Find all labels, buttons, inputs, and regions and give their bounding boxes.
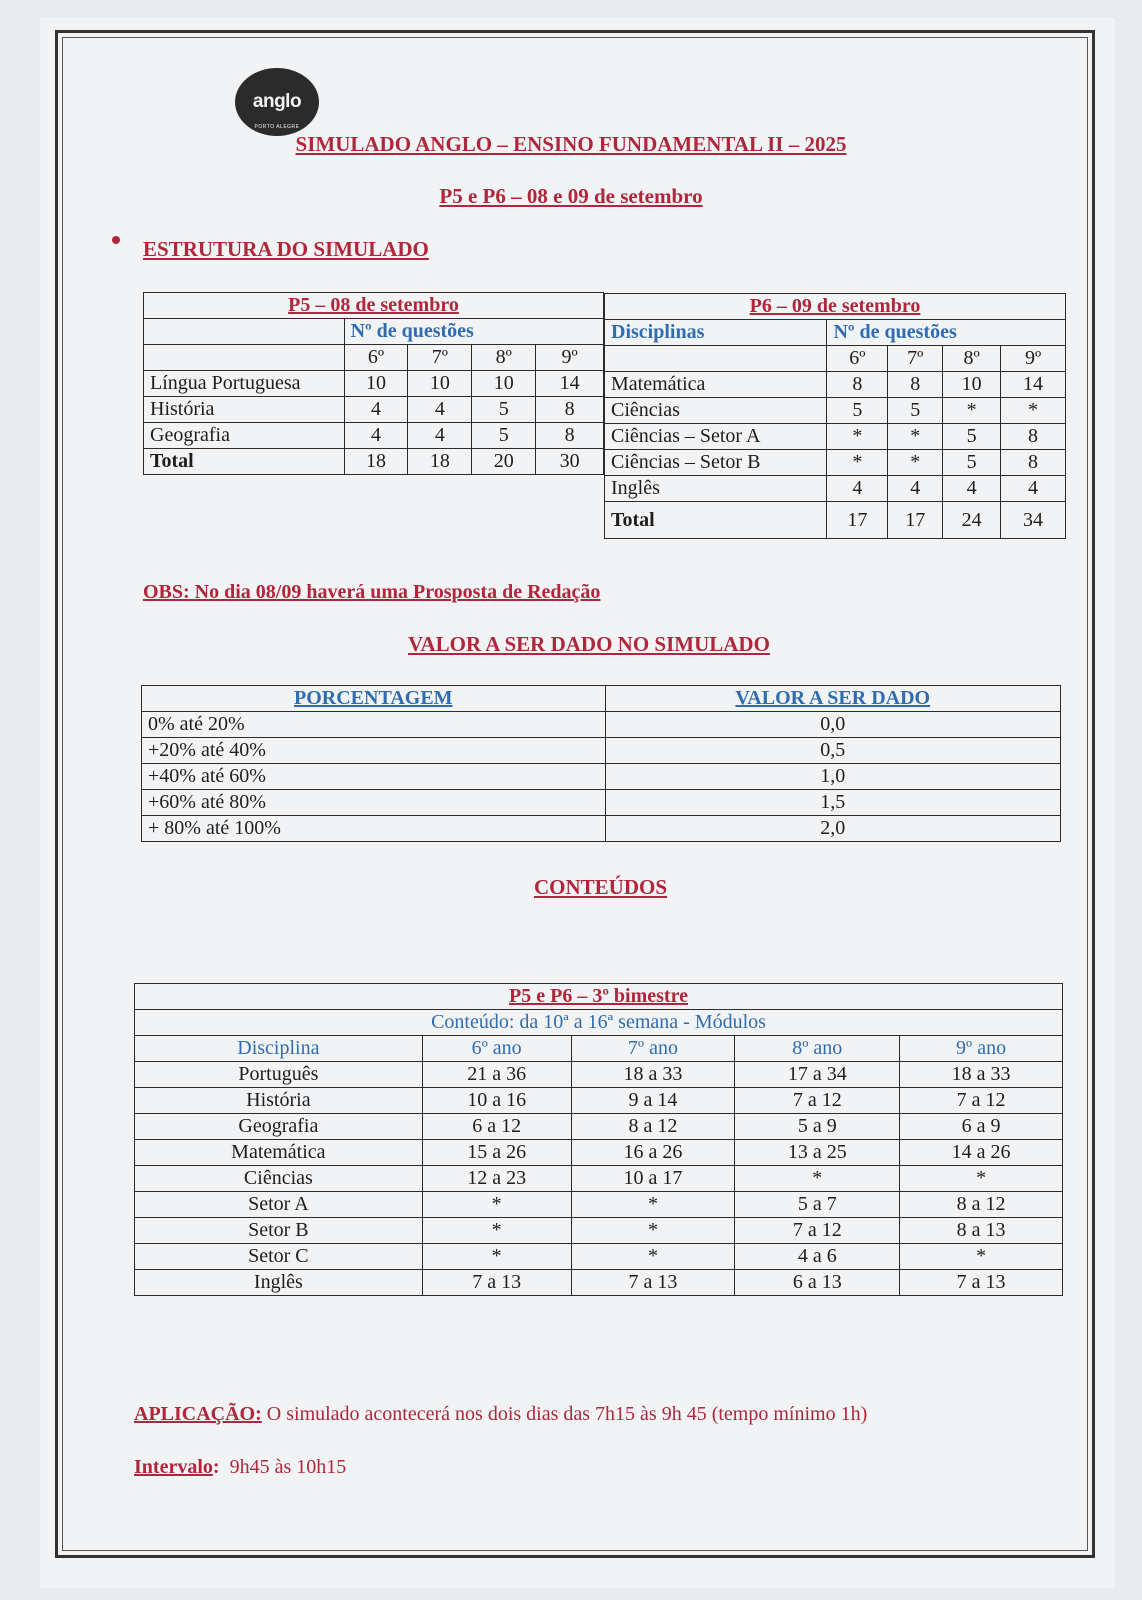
grade-header: 8º (472, 345, 536, 371)
percentage-header: PORCENTAGEM (142, 686, 606, 712)
module-cell: 18 a 33 (571, 1062, 735, 1088)
contents-table (134, 983, 1063, 1296)
value-cell: 4 (408, 397, 472, 423)
value-cell: 8 (536, 423, 604, 449)
discipline-cell: Inglês (135, 1270, 423, 1296)
table-row (142, 790, 1061, 816)
section-value-heading: VALOR A SER DADO NO SIMULADO (408, 632, 770, 656)
module-cell: 9 a 14 (571, 1088, 735, 1114)
value-cell: 17 (827, 502, 888, 539)
value-cell: 8 (1001, 424, 1066, 450)
table-row-total (605, 502, 1066, 539)
grade-header: 9º ano (900, 1036, 1063, 1062)
value-cell: * (943, 398, 1001, 424)
value-cell: 4 (344, 397, 408, 423)
table-row (144, 423, 604, 449)
discipline-cell: Matemática (135, 1140, 423, 1166)
value-cell: 1,5 (605, 790, 1060, 816)
subject-cell: Geografia (144, 423, 345, 449)
table-row (144, 371, 604, 397)
value-header: VALOR A SER DADO (605, 686, 1060, 712)
module-cell: 5 a 9 (735, 1114, 900, 1140)
value-cell: 18 (344, 449, 408, 475)
p6-title: P6 – 09 de setembro (605, 294, 1066, 320)
module-cell: * (900, 1166, 1063, 1192)
grade-header: 7º (888, 346, 943, 372)
table-row (605, 424, 1066, 450)
value-cell: 4 (827, 476, 888, 502)
module-cell: * (422, 1218, 571, 1244)
value-cell: 0,5 (605, 738, 1060, 764)
percentage-cell: + 80% até 100% (142, 816, 606, 842)
section-structure-heading: ESTRUTURA DO SIMULADO (143, 237, 429, 261)
p6-disciplines-header: Disciplinas (605, 320, 827, 346)
module-cell: 7 a 12 (900, 1088, 1063, 1114)
module-cell: 7 a 12 (735, 1218, 900, 1244)
table-row (142, 738, 1061, 764)
subject-cell: Inglês (605, 476, 827, 502)
percentage-cell: +40% até 60% (142, 764, 606, 790)
subject-cell: História (144, 397, 345, 423)
application-note (134, 1403, 867, 1426)
subject-cell: Ciências – Setor A (605, 424, 827, 450)
subject-cell: Total (605, 502, 827, 539)
module-cell: 13 a 25 (735, 1140, 900, 1166)
module-cell: 7 a 13 (571, 1270, 735, 1296)
p6-table (604, 293, 1066, 539)
module-cell: 6 a 13 (735, 1270, 900, 1296)
module-cell: 8 a 12 (571, 1114, 735, 1140)
percentage-cell: +60% até 80% (142, 790, 606, 816)
p5-questions-header: Nº de questões (344, 319, 603, 345)
table-row (135, 1114, 1063, 1140)
module-cell: 21 a 36 (422, 1062, 571, 1088)
module-cell: 14 a 26 (900, 1140, 1063, 1166)
table-row (135, 1088, 1063, 1114)
module-cell: 5 a 7 (735, 1192, 900, 1218)
subject-cell: Total (144, 449, 345, 475)
discipline-cell: Setor B (135, 1218, 423, 1244)
value-cell: 5 (472, 397, 536, 423)
grade-header: 8º (943, 346, 1001, 372)
module-cell: 8 a 12 (900, 1192, 1063, 1218)
table-row (135, 1218, 1063, 1244)
module-cell: * (571, 1192, 735, 1218)
page-title: SIMULADO ANGLO – ENSINO FUNDAMENTAL II – 2025 (295, 132, 847, 156)
module-cell: 15 a 26 (422, 1140, 571, 1166)
table-row (135, 1270, 1063, 1296)
value-cell: 2,0 (605, 816, 1060, 842)
value-cell: 10 (943, 372, 1001, 398)
grade-header: 9º (1001, 346, 1066, 372)
application-label: APLICAÇÃO: (134, 1403, 262, 1425)
value-cell: 5 (472, 423, 536, 449)
interval-label: Intervalo (134, 1456, 213, 1478)
value-cell: 5 (888, 398, 943, 424)
module-cell: * (571, 1218, 735, 1244)
table-row (142, 764, 1061, 790)
discipline-cell: Português (135, 1062, 423, 1088)
module-cell: 7 a 13 (422, 1270, 571, 1296)
table-row (135, 1062, 1063, 1088)
page-subtitle: P5 e P6 – 08 e 09 de setembro (439, 184, 703, 208)
module-cell: * (422, 1244, 571, 1270)
table-row (605, 450, 1066, 476)
module-cell: * (571, 1244, 735, 1270)
grade-header: 7º ano (571, 1036, 735, 1062)
value-cell: 5 (827, 398, 888, 424)
module-cell: 10 a 16 (422, 1088, 571, 1114)
value-cell: 30 (536, 449, 604, 475)
table-row (135, 1166, 1063, 1192)
module-cell: 17 a 34 (735, 1062, 900, 1088)
module-cell: 16 a 26 (571, 1140, 735, 1166)
module-cell: 8 a 13 (900, 1218, 1063, 1244)
grade-header: 8º ano (735, 1036, 900, 1062)
module-cell: 6 a 9 (900, 1114, 1063, 1140)
interval-note (134, 1456, 346, 1479)
table-row (142, 816, 1061, 842)
section-contents-heading: CONTEÚDOS (534, 875, 668, 899)
value-cell: * (888, 450, 943, 476)
table-row (135, 1244, 1063, 1270)
application-text: O simulado acontecerá nos dois dias das 7h15 às 9h 45 (tempo mínimo 1h) (261, 1403, 868, 1425)
p5-title: P5 – 08 de setembro (144, 293, 604, 319)
bullet-icon (112, 236, 120, 244)
value-cell: 1,0 (605, 764, 1060, 790)
value-cell: 8 (536, 397, 604, 423)
p5-empty-cell (144, 319, 345, 345)
table-row (142, 712, 1061, 738)
subject-cell: Matemática (605, 372, 827, 398)
table-row-total (144, 449, 604, 475)
module-cell: 4 a 6 (735, 1244, 900, 1270)
logo-subtitle: PORTO ALEGRE (254, 124, 300, 130)
module-cell: 12 a 23 (422, 1166, 571, 1192)
value-cell: 18 (408, 449, 472, 475)
value-cell: 24 (943, 502, 1001, 539)
interval-colon: : (212, 1456, 220, 1478)
value-cell: 10 (408, 371, 472, 397)
discipline-cell: Setor C (135, 1244, 423, 1270)
table-row (605, 372, 1066, 398)
discipline-cell: Geografia (135, 1114, 423, 1140)
discipline-cell: História (135, 1088, 423, 1114)
grade-header: 6º ano (422, 1036, 571, 1062)
value-table (141, 685, 1061, 842)
subject-cell: Ciências (605, 398, 827, 424)
value-cell: 10 (472, 371, 536, 397)
module-cell: 6 a 12 (422, 1114, 571, 1140)
value-cell: 8 (888, 372, 943, 398)
module-cell: * (422, 1192, 571, 1218)
discipline-header: Disciplina (135, 1036, 423, 1062)
value-cell: 5 (943, 424, 1001, 450)
module-cell: 18 a 33 (900, 1062, 1063, 1088)
percentage-cell: 0% até 20% (142, 712, 606, 738)
value-cell: 5 (943, 450, 1001, 476)
table-row (605, 398, 1066, 424)
grade-header: 6º (827, 346, 888, 372)
table-row (135, 1140, 1063, 1166)
module-cell: * (900, 1244, 1063, 1270)
discipline-cell: Ciências (135, 1166, 423, 1192)
module-cell: * (735, 1166, 900, 1192)
module-cell: 10 a 17 (571, 1166, 735, 1192)
discipline-cell: Setor A (135, 1192, 423, 1218)
value-cell: 14 (1001, 372, 1066, 398)
grade-header: 9º (536, 345, 604, 371)
value-cell: * (1001, 398, 1066, 424)
value-cell: 4 (943, 476, 1001, 502)
p6-questions-header: Nº de questões (827, 320, 1066, 346)
grade-header: 6º (344, 345, 408, 371)
interval-text: 9h45 às 10h15 (219, 1456, 347, 1478)
value-cell: * (827, 424, 888, 450)
p5-empty-cell (144, 345, 345, 371)
value-cell: * (888, 424, 943, 450)
subject-cell: Língua Portuguesa (144, 371, 345, 397)
value-cell: * (827, 450, 888, 476)
grade-header: 7º (408, 345, 472, 371)
value-cell: 20 (472, 449, 536, 475)
value-cell: 8 (827, 372, 888, 398)
table-row (605, 476, 1066, 502)
value-cell: 17 (888, 502, 943, 539)
module-cell: 7 a 12 (735, 1088, 900, 1114)
p5-table (143, 292, 604, 475)
value-cell: 4 (1001, 476, 1066, 502)
anglo-logo (235, 68, 319, 136)
value-cell: 10 (344, 371, 408, 397)
percentage-cell: +20% até 40% (142, 738, 606, 764)
table-row (144, 397, 604, 423)
obs-note: OBS: No dia 08/09 haverá uma Prosposta de Redação (143, 581, 601, 603)
value-cell: 34 (1001, 502, 1066, 539)
logo-text: anglo (252, 91, 302, 112)
contents-subtitle: Conteúdo: da 10ª a 16ª semana - Módulos (135, 1010, 1063, 1036)
value-cell: 8 (1001, 450, 1066, 476)
table-row (135, 1192, 1063, 1218)
value-cell: 14 (536, 371, 604, 397)
subject-cell: Ciências – Setor B (605, 450, 827, 476)
module-cell: 7 a 13 (900, 1270, 1063, 1296)
value-cell: 4 (408, 423, 472, 449)
p6-empty-cell (605, 346, 827, 372)
value-cell: 4 (888, 476, 943, 502)
contents-title: P5 e P6 – 3º bimestre (135, 984, 1063, 1010)
value-cell: 4 (344, 423, 408, 449)
value-cell: 0,0 (605, 712, 1060, 738)
